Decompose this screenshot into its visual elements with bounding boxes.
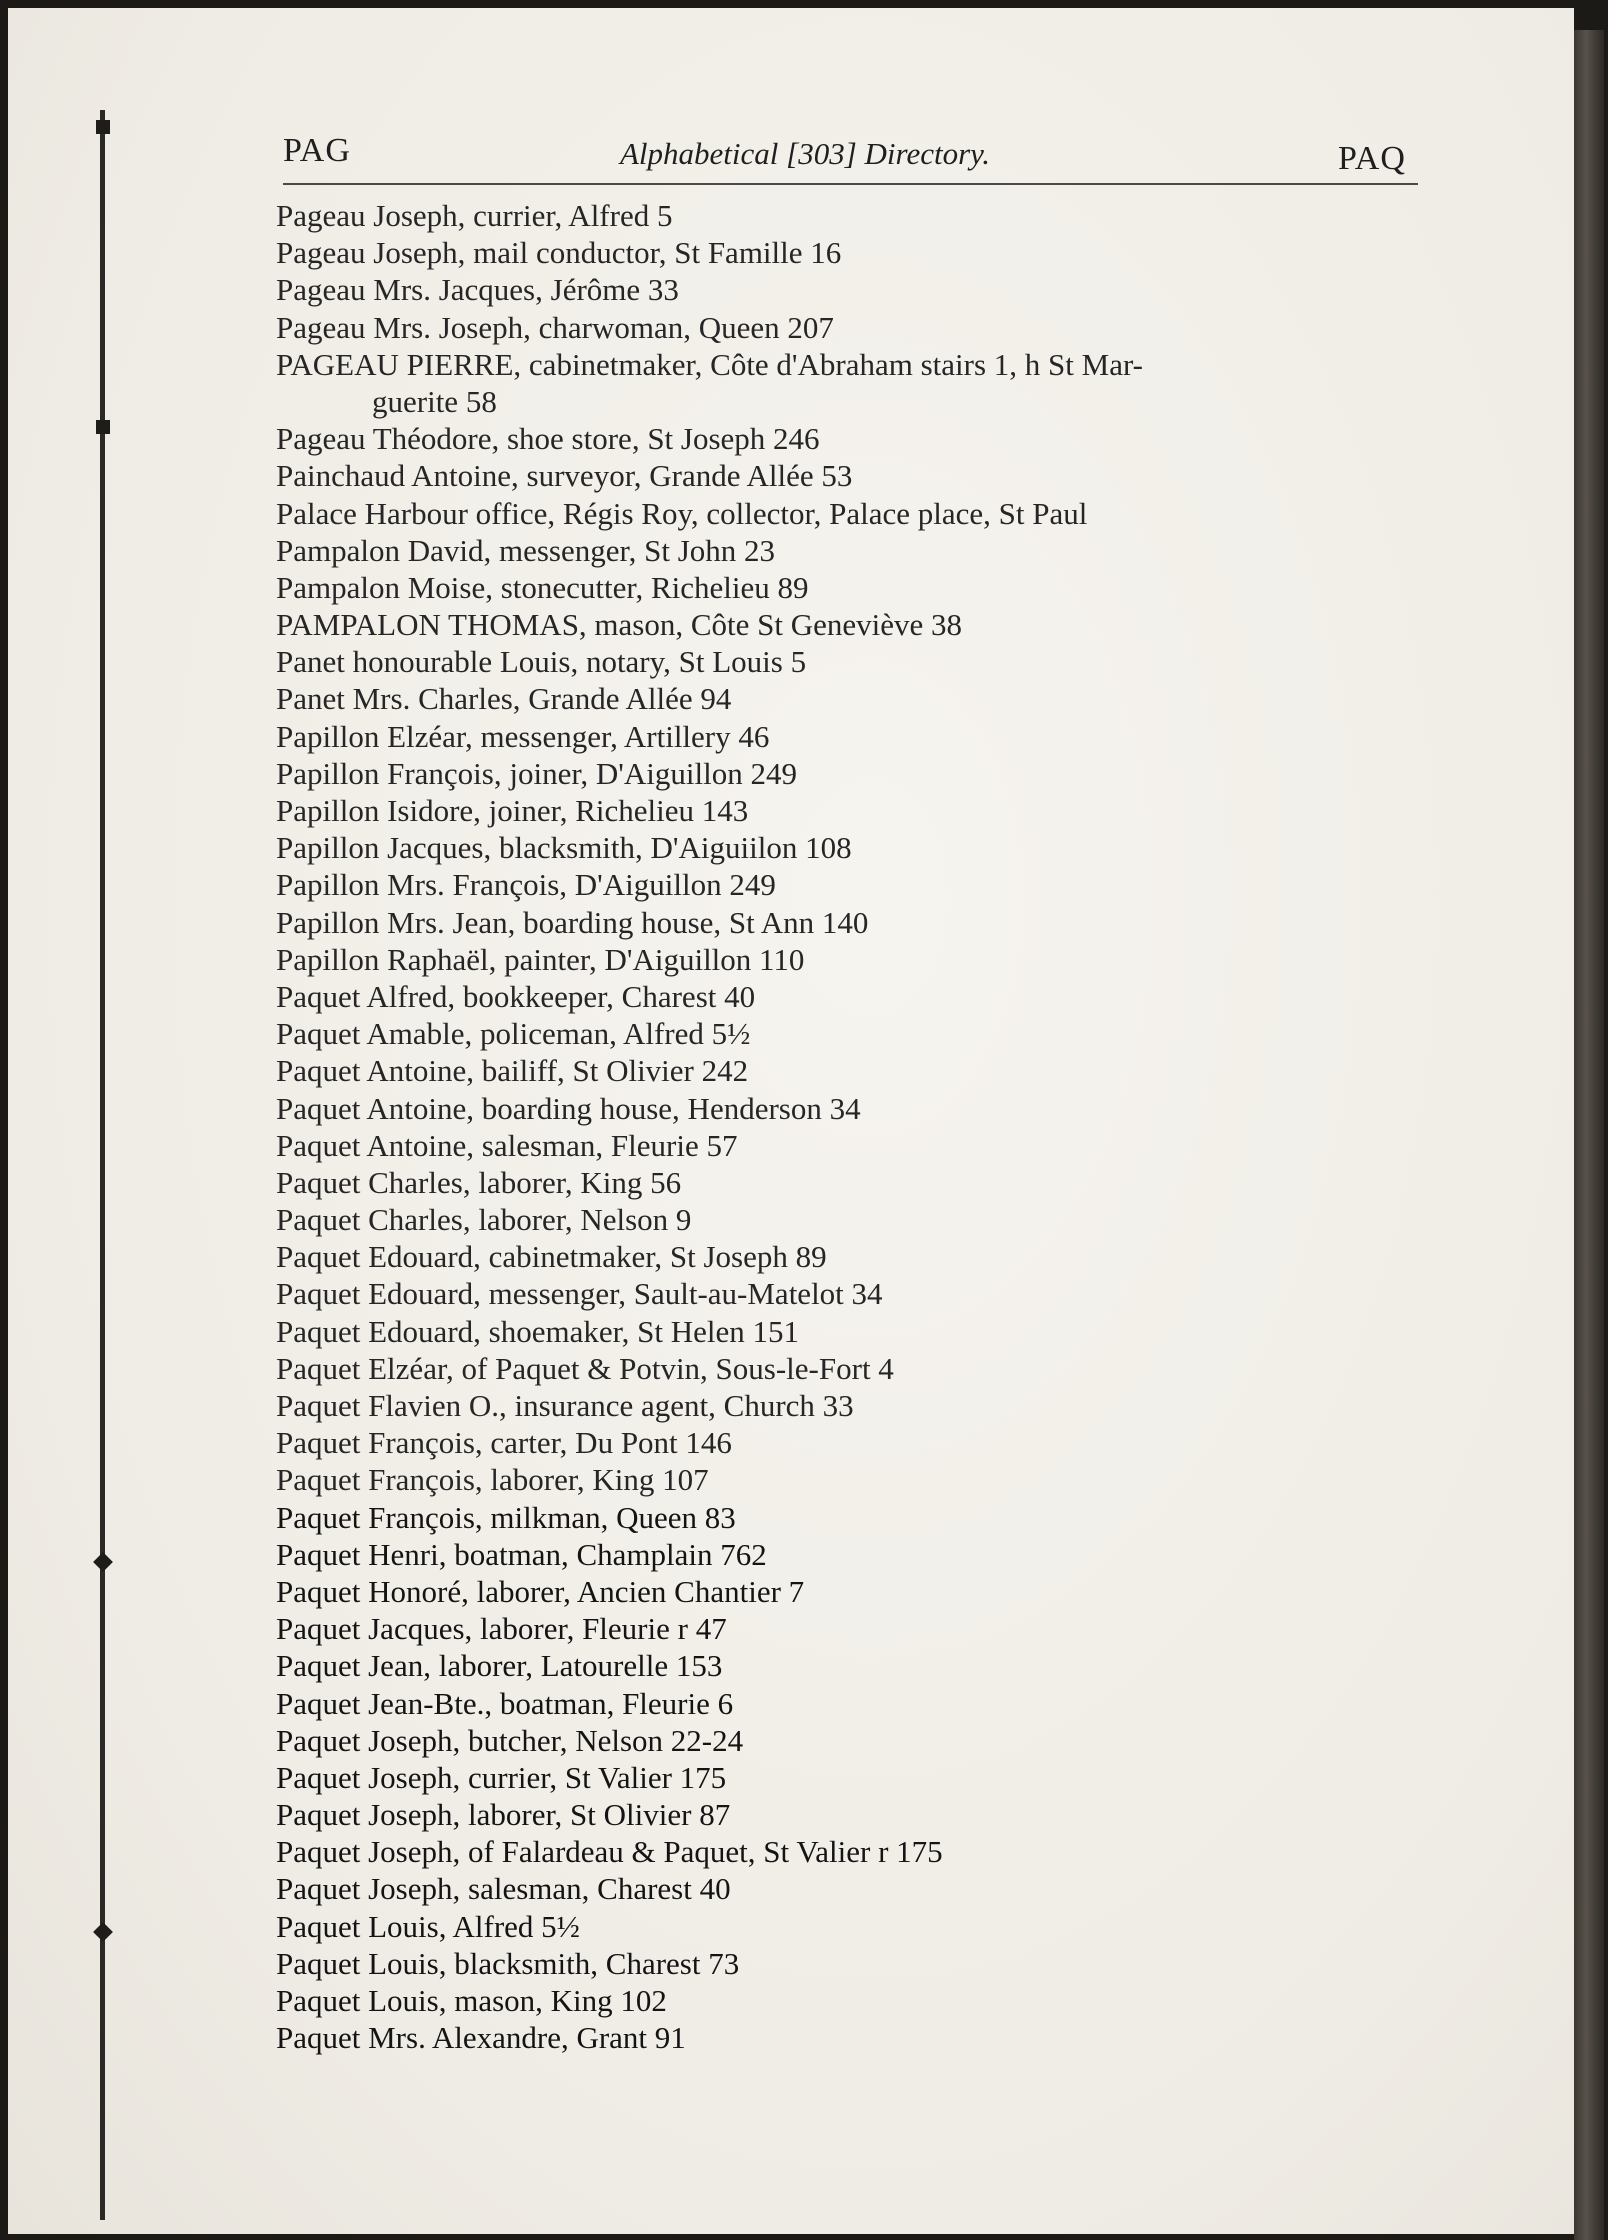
directory-entry: Paquet Joseph, currier, St Valier 175 xyxy=(276,1759,727,1795)
directory-entry: Paquet Jean-Bte., boatman, Fleurie 6 xyxy=(276,1685,734,1721)
directory-entry: Panet honourable Louis, notary, St Louis 5 xyxy=(276,644,807,680)
directory-entry: Paquet Amable, policeman, Alfred 5½ xyxy=(276,1016,751,1052)
directory-entry: Paquet Joseph, salesman, Charest 40 xyxy=(276,1871,731,1907)
directory-entry: Paquet Honoré, laborer, Ancien Chantier 7 xyxy=(276,1573,805,1609)
header-left-guide-word: PAG xyxy=(283,132,351,169)
directory-entry: Paquet Jean, laborer, Latourelle 153 xyxy=(276,1648,723,1684)
directory-entry: Panet Mrs. Charles, Grande Allée 94 xyxy=(276,681,732,717)
directory-entry: Paquet Henri, boatman, Champlain 762 xyxy=(276,1536,767,1572)
directory-entry: Paquet Louis, blacksmith, Charest 73 xyxy=(276,1945,740,1981)
directory-entry: Paquet Antoine, bailiff, St Olivier 242 xyxy=(276,1053,749,1089)
directory-entry: Pageau Joseph, mail conductor, St Famille 16 xyxy=(276,235,842,271)
directory-entry: Paquet François, milkman, Queen 83 xyxy=(276,1499,736,1535)
header-right-guide-word: PAQ xyxy=(1338,140,1406,177)
directory-entry: Paquet Antoine, salesman, Fleurie 57 xyxy=(276,1127,738,1163)
directory-entry: Paquet Alfred, bookkeeper, Charest 40 xyxy=(276,978,756,1014)
directory-entry: Paquet François, laborer, King 107 xyxy=(276,1462,709,1498)
directory-entries xyxy=(276,197,1436,2056)
directory-entry: Pampalon Moise, stonecutter, Richelieu 89 xyxy=(276,569,809,605)
directory-entry: Papillon Elzéar, messenger, Artillery 46 xyxy=(276,718,770,754)
directory-entry: Paquet Edouard, shoemaker, St Helen 151 xyxy=(276,1313,800,1349)
directory-entry: Pageau Théodore, shoe store, St Joseph 246 xyxy=(276,421,820,457)
directory-entry: Paquet Edouard, messenger, Sault-au-Matelot 34 xyxy=(276,1276,883,1312)
page-edge-shadow xyxy=(1574,30,1604,2240)
directory-entry: Paquet Jacques, laborer, Fleurie r 47 xyxy=(276,1611,727,1647)
directory-entry: Papillon Mrs. François, D'Aiguillon 249 xyxy=(276,867,776,903)
stitch-mark xyxy=(96,420,110,434)
directory-entry: Papillon Isidore, joiner, Richelieu 143 xyxy=(276,793,749,828)
directory-entry: Paquet Joseph, of Falardeau & Paquet, St Valier r 175 xyxy=(276,1834,943,1870)
header-rule xyxy=(283,183,1418,185)
directory-entry: Paquet Charles, laborer, Nelson 9 xyxy=(276,1202,692,1238)
directory-entry: Paquet Antoine, boarding house, Henderson 34 xyxy=(276,1090,861,1126)
directory-entry: Paquet Edouard, cabinetmaker, St Joseph 89 xyxy=(276,1239,827,1275)
directory-entry: Paquet Joseph, butcher, Nelson 22-24 xyxy=(276,1722,744,1758)
directory-entry: Paquet Elzéar, of Paquet & Potvin, Sous-le-Fort 4 xyxy=(276,1350,894,1386)
directory-entry: Paquet Louis, Alfred 5½ xyxy=(276,1908,580,1944)
directory-entry: Papillon Jacques, blacksmith, D'Aiguiilon 108 xyxy=(276,830,852,866)
directory-entry: Papillon Raphaël, painter, D'Aiguillon 110 xyxy=(276,941,805,977)
directory-entry: Papillon François, joiner, D'Aiguillon 249 xyxy=(276,755,797,791)
directory-entry: Paquet Joseph, laborer, St Olivier 87 xyxy=(276,1797,731,1833)
directory-entry: Paquet Louis, mason, King 102 xyxy=(276,1983,667,2018)
directory-entry: PAMPALON THOMAS, mason, Côte St Geneviève 38 xyxy=(276,607,963,643)
directory-entry: Paquet Charles, laborer, King 56 xyxy=(276,1164,682,1200)
directory-entry: Palace Harbour office, Régis Roy, collector, Palace place, St Paul xyxy=(276,495,1088,531)
directory-entry-continuation: guerite 58 xyxy=(372,383,497,419)
header-title: Alphabetical [303] Directory. xyxy=(620,136,990,171)
directory-entry: Pampalon David, messenger, St John 23 xyxy=(276,532,776,568)
directory-entry: Pageau Mrs. Joseph, charwoman, Queen 207 xyxy=(276,309,834,345)
directory-entry: PAGEAU PIERRE, cabinetmaker, Côte d'Abraham stairs 1, h St Mar- xyxy=(276,346,1144,382)
directory-entry: Pageau Mrs. Jacques, Jérôme 33 xyxy=(276,272,679,308)
directory-entry: Paquet Flavien O., insurance agent, Church 33 xyxy=(276,1388,854,1423)
directory-entry: Painchaud Antoine, surveyor, Grande Allée 53 xyxy=(276,458,853,494)
directory-entry: Pageau Joseph, currier, Alfred 5 xyxy=(276,198,673,233)
running-header xyxy=(0,0,1608,190)
directory-entry: Papillon Mrs. Jean, boarding house, St Ann 140 xyxy=(276,904,869,940)
directory-entry: Paquet Mrs. Alexandre, Grant 91 xyxy=(276,2020,686,2056)
directory-entry: Paquet François, carter, Du Pont 146 xyxy=(276,1425,732,1461)
